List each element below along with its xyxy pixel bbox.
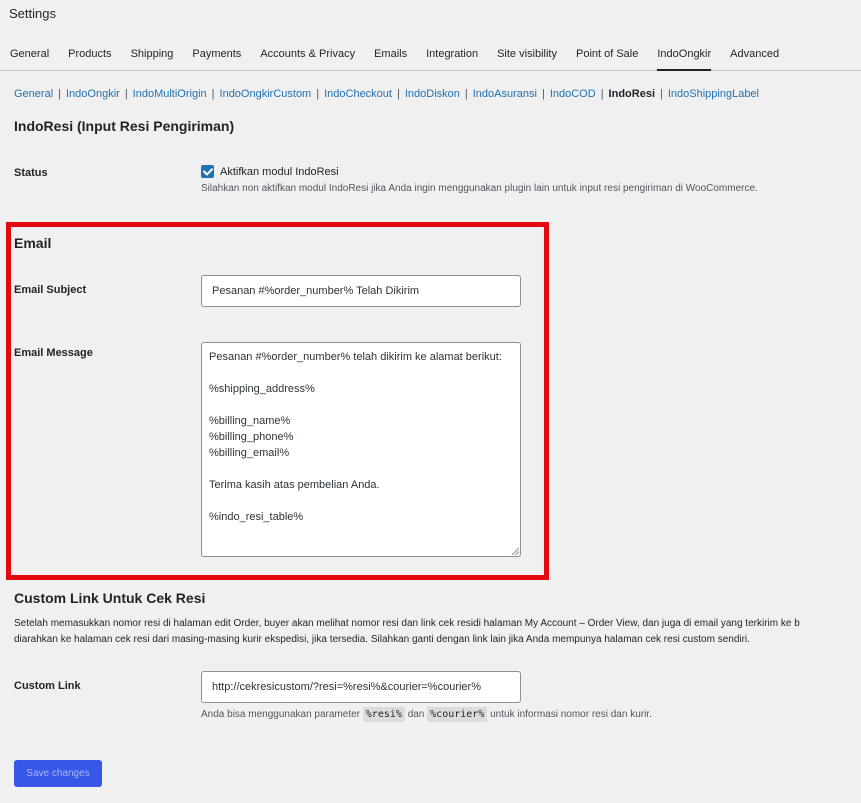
email-subject-label: Email Subject [14, 284, 87, 296]
subnav-separator: | [600, 88, 604, 100]
subnav-indoongkir[interactable]: IndoOngkir [66, 88, 120, 100]
custom-link-help [201, 709, 652, 720]
subnav-indoshippinglabel[interactable]: IndoShippingLabel [667, 88, 759, 100]
subnav-indomultiorigin[interactable]: IndoMultiOrigin [132, 88, 207, 100]
subnav-indoresi-current: IndoResi [608, 88, 655, 100]
tab-shipping[interactable]: Shipping [130, 48, 174, 60]
status-checkbox-row [201, 165, 339, 178]
tab-site-visibility[interactable]: Site visibility [497, 48, 557, 60]
main-tabs [0, 40, 861, 71]
tab-integration[interactable]: Integration [426, 48, 479, 60]
subnav-indocheckout[interactable]: IndoCheckout [324, 88, 392, 100]
enable-indoresi-checkbox[interactable] [201, 165, 214, 178]
tab-general[interactable]: General [10, 48, 50, 60]
subnav-indoongkircustom[interactable]: IndoOngkirCustom [219, 88, 312, 100]
page-title: Settings [9, 6, 56, 21]
custom-link-paragraph [14, 616, 861, 648]
email-message-label: Email Message [14, 347, 93, 359]
help-suffix: untuk informasi nomor resi dan kurir. [490, 709, 652, 720]
custom-link-paragraph-line-2: diarahkan ke halaman cek resi dari masing-masing kurir ekspedisi, jika tersedia. Silahkan ganti dengan link lain jika Anda mempunya halaman cek resi custom sendiri. [14, 634, 750, 645]
help-prefix: Anda bisa menggunakan parameter [201, 709, 360, 720]
custom-link-input[interactable]: http://cekresicustom/?resi=%resi%&courier=%courier% [201, 671, 521, 703]
custom-link-section-title: Custom Link Untuk Cek Resi [14, 590, 206, 606]
email-section-title: Email [14, 235, 52, 251]
tab-advanced[interactable]: Advanced [730, 48, 780, 60]
subnav-separator: | [211, 88, 215, 100]
subnav-general[interactable]: General [14, 88, 54, 100]
courier-param-code: %courier% [427, 707, 487, 722]
tab-accounts-privacy[interactable]: Accounts & Privacy [260, 48, 356, 60]
subnav-indodiskon[interactable]: IndoDiskon [404, 88, 460, 100]
subnav-separator: | [316, 88, 320, 100]
custom-link-label: Custom Link [14, 680, 81, 692]
tab-point-of-sale[interactable]: Point of Sale [575, 48, 639, 60]
status-label: Status [14, 167, 48, 179]
subnav-separator: | [660, 88, 663, 100]
subnav-separator: | [396, 88, 400, 100]
status-description: Silahkan non aktifkan modul IndoResi jika Anda ingin menggunakan plugin lain untuk input resi pengiriman di WooCommerce. [201, 183, 758, 194]
save-changes-button[interactable]: Save changes [14, 760, 102, 787]
subnav-separator: | [464, 88, 468, 100]
tab-products[interactable]: Products [68, 48, 112, 60]
subnav-indoasuransi[interactable]: IndoAsuransi [472, 88, 537, 100]
resi-param-code: %resi% [363, 707, 405, 722]
resize-grip-icon[interactable] [511, 547, 519, 555]
subnav [14, 88, 759, 100]
email-message-text: Pesanan #%order_number% telah dikirim ke alamat berikut: %shipping_address% %billing_name% %billing_phone% %billing_email% Terima kasih atas pembelian Anda. %indo_resi_table% [209, 351, 502, 523]
subnav-separator: | [124, 88, 128, 100]
subnav-separator: | [58, 88, 61, 100]
subnav-indocod[interactable]: IndoCOD [549, 88, 596, 100]
indoresi-section-title: IndoResi (Input Resi Pengiriman) [14, 118, 235, 134]
email-subject-input[interactable]: Pesanan #%order_number% Telah Dikirim [201, 275, 521, 307]
email-message-textarea[interactable] [201, 342, 521, 557]
tab-emails[interactable]: Emails [374, 48, 408, 60]
help-and: dan [407, 709, 425, 720]
tab-payments[interactable]: Payments [192, 48, 242, 60]
subnav-separator: | [541, 88, 545, 100]
tab-indoongkir[interactable]: IndoOngkir [657, 40, 711, 71]
enable-indoresi-label[interactable]: Aktifkan modul IndoResi [220, 165, 339, 178]
custom-link-paragraph-line-1: Setelah memasukkan nomor resi di halaman edit Order, buyer akan melihat nomor resi dan link cek residi halaman My Account – Order View, dan juga di email yang terkirim ke b [14, 618, 800, 629]
